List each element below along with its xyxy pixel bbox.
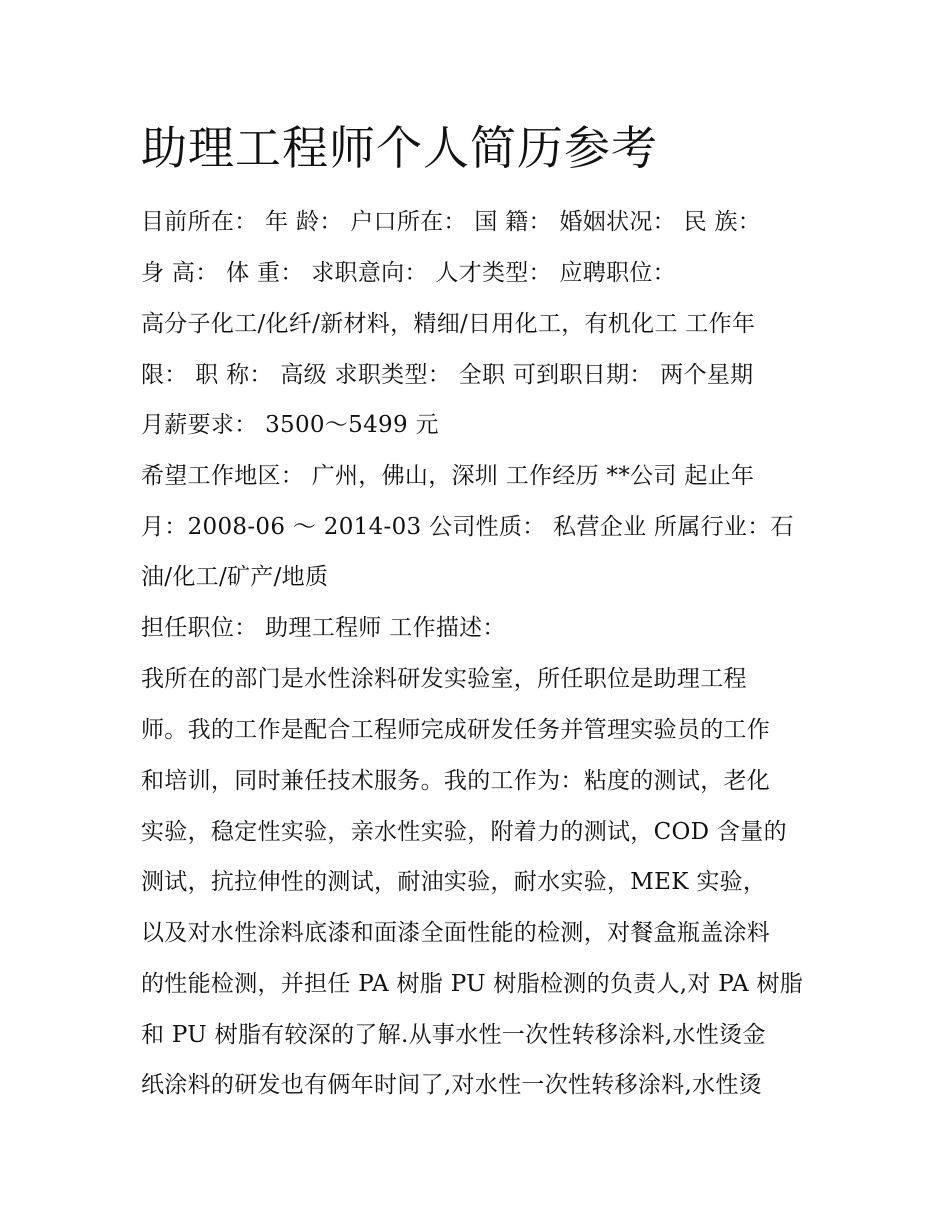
text-line-location: 希望工作地区： 广州，佛山，深圳 工作经历 **公司 起止年 — [141, 463, 755, 489]
text-line-description-9: 纸涂料的研发也有俩年时间了,对水性一次性转移涂料,水性烫 — [141, 1072, 763, 1098]
text-line-sector: 油/化工/矿产/地质 — [141, 564, 329, 590]
text-line-description-2: 师。我的工作是配合工程师完成研发任务并管理实验员的工作 — [141, 717, 771, 743]
text-line-period: 月：2008-06 ～ 2014-03 公司性质： 私营企业 所属行业：石 — [141, 514, 794, 540]
text-line-position: 担任职位： 助理工程师 工作描述： — [141, 615, 506, 641]
text-line-description-7: 的性能检测，并担任 PA 树脂 PU 树脂检测的负责人,对 PA 树脂 — [141, 971, 804, 997]
text-line-description-6: 以及对水性涂料底漆和面漆全面性能的检测，对餐盒瓶盖涂料 — [141, 920, 771, 946]
text-line-job-type: 限： 职 称： 高级 求职类型： 全职 可到职日期： 两个星期 — [141, 362, 754, 388]
document-title: 助理工程师个人简历参考 — [141, 121, 658, 175]
text-line-basic-info-1: 目前所在： 年 龄： 户口所在： 国 籍： 婚姻状况： 民 族： — [141, 209, 762, 235]
text-line-description-5: 测试，抗拉伸性的测试，耐油实验，耐水实验，MEK 实验， — [141, 869, 767, 895]
text-line-description-4: 实验，稳定性实验，亲水性实验，附着力的测试，COD 含量的 — [141, 819, 787, 845]
text-line-salary: 月薪要求： 3500～5499 元 — [141, 412, 439, 438]
text-line-industry: 高分子化工/化纤/新材料，精细/日用化工，有机化工 工作年 — [141, 311, 756, 337]
text-line-basic-info-2: 身 高： 体 重： 求职意向： 人才类型： 应聘职位： — [141, 260, 676, 286]
text-line-description-1: 我所在的部门是水性涂料研发实验室，所任职位是助理工程 — [141, 666, 747, 692]
text-line-description-3: 和培训，同时兼任技术服务。我的工作为：粘度的测试，老化 — [141, 768, 771, 794]
text-line-description-8: 和 PU 树脂有较深的了解.从事水性一次性转移涂料,水性烫金 — [141, 1022, 766, 1048]
